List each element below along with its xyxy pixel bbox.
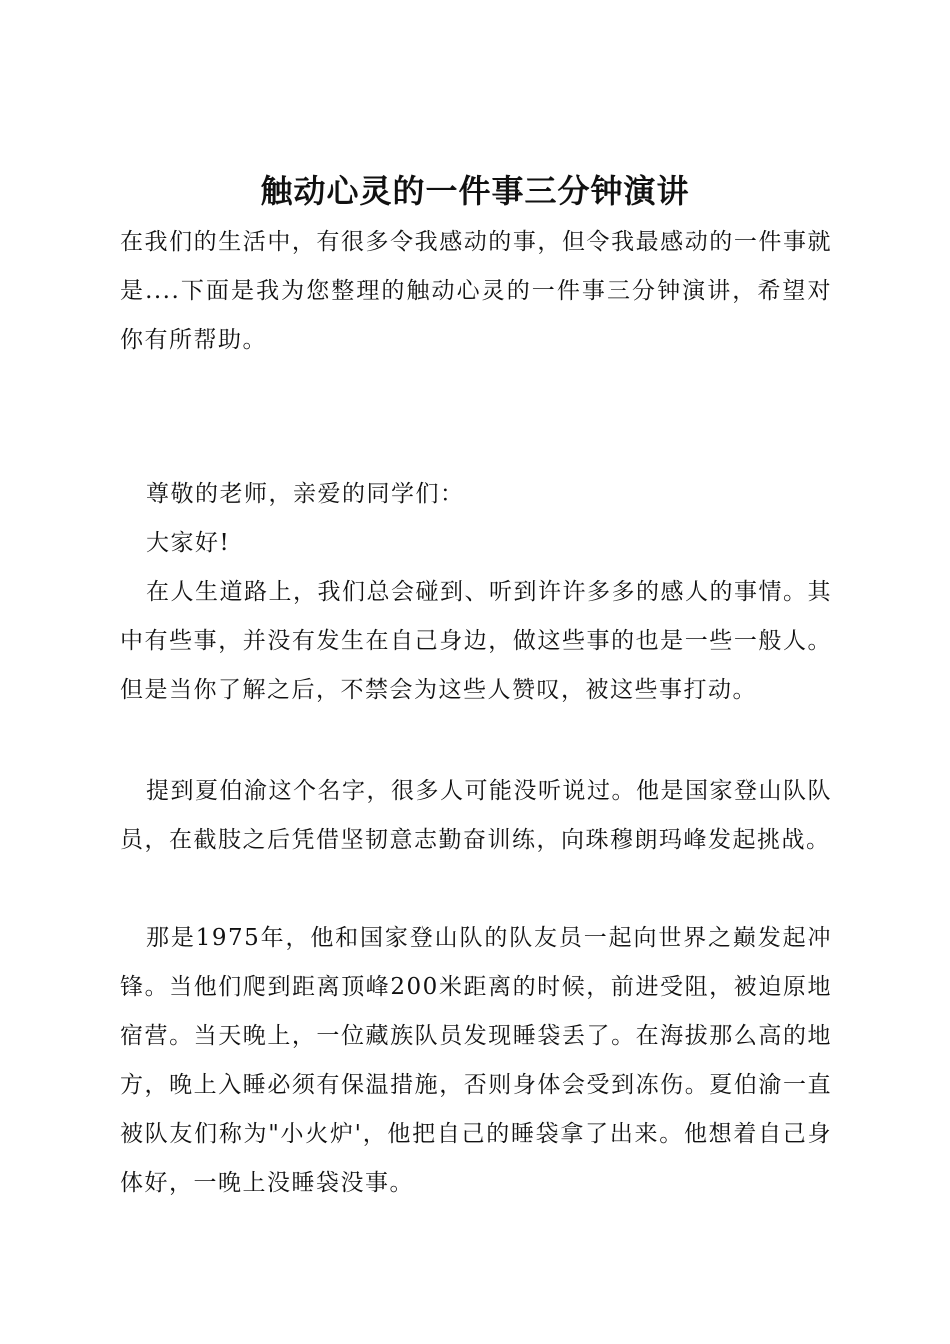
body-paragraph-1: 在人生道路上，我们总会碰到、听到许许多多的感人的事情。其中有些事，并没有发生在自己身边，做这些事的也是一些一般人。但是当你了解之后，不禁会为这些人赞叹，被这些事打动。 xyxy=(120,579,832,703)
intro-paragraph: 在我们的生活中，有很多令我感动的事，但令我最感动的一件事就是....下面是我为您整理的触动心灵的一件事三分钟演讲，希望对你有所帮助。 xyxy=(120,229,832,353)
document-title: 触动心灵的一件事三分钟演讲 xyxy=(260,172,690,211)
greeting-hello: 大家好! xyxy=(146,530,231,556)
greeting-line: 尊敬的老师，亲爱的同学们： xyxy=(146,481,465,507)
body-paragraph-2: 提到夏伯渝这个名字，很多人可能没听说过。他是国家登山队队员，在截肢之后凭借坚韧意志勤奋训练，向珠穆朗玛峰发起挑战。 xyxy=(120,778,832,853)
body-paragraph-3: 那是1975年，他和国家登山队的队友员一起向世界之巅发起冲锋。当他们爬到距离顶峰200米距离的时候，前进受阻，被迫原地宿营。当天晚上，一位藏族队员发现睡袋丢了。在海拔那么高的地方，晚上入睡必须有保温措施，否则身体会受到冻伤。夏伯渝一直被队友们称为"小火炉'，他把自己的睡袋拿了出来。他想着自己身体好，一晚上没睡袋没事。 xyxy=(120,925,832,1196)
